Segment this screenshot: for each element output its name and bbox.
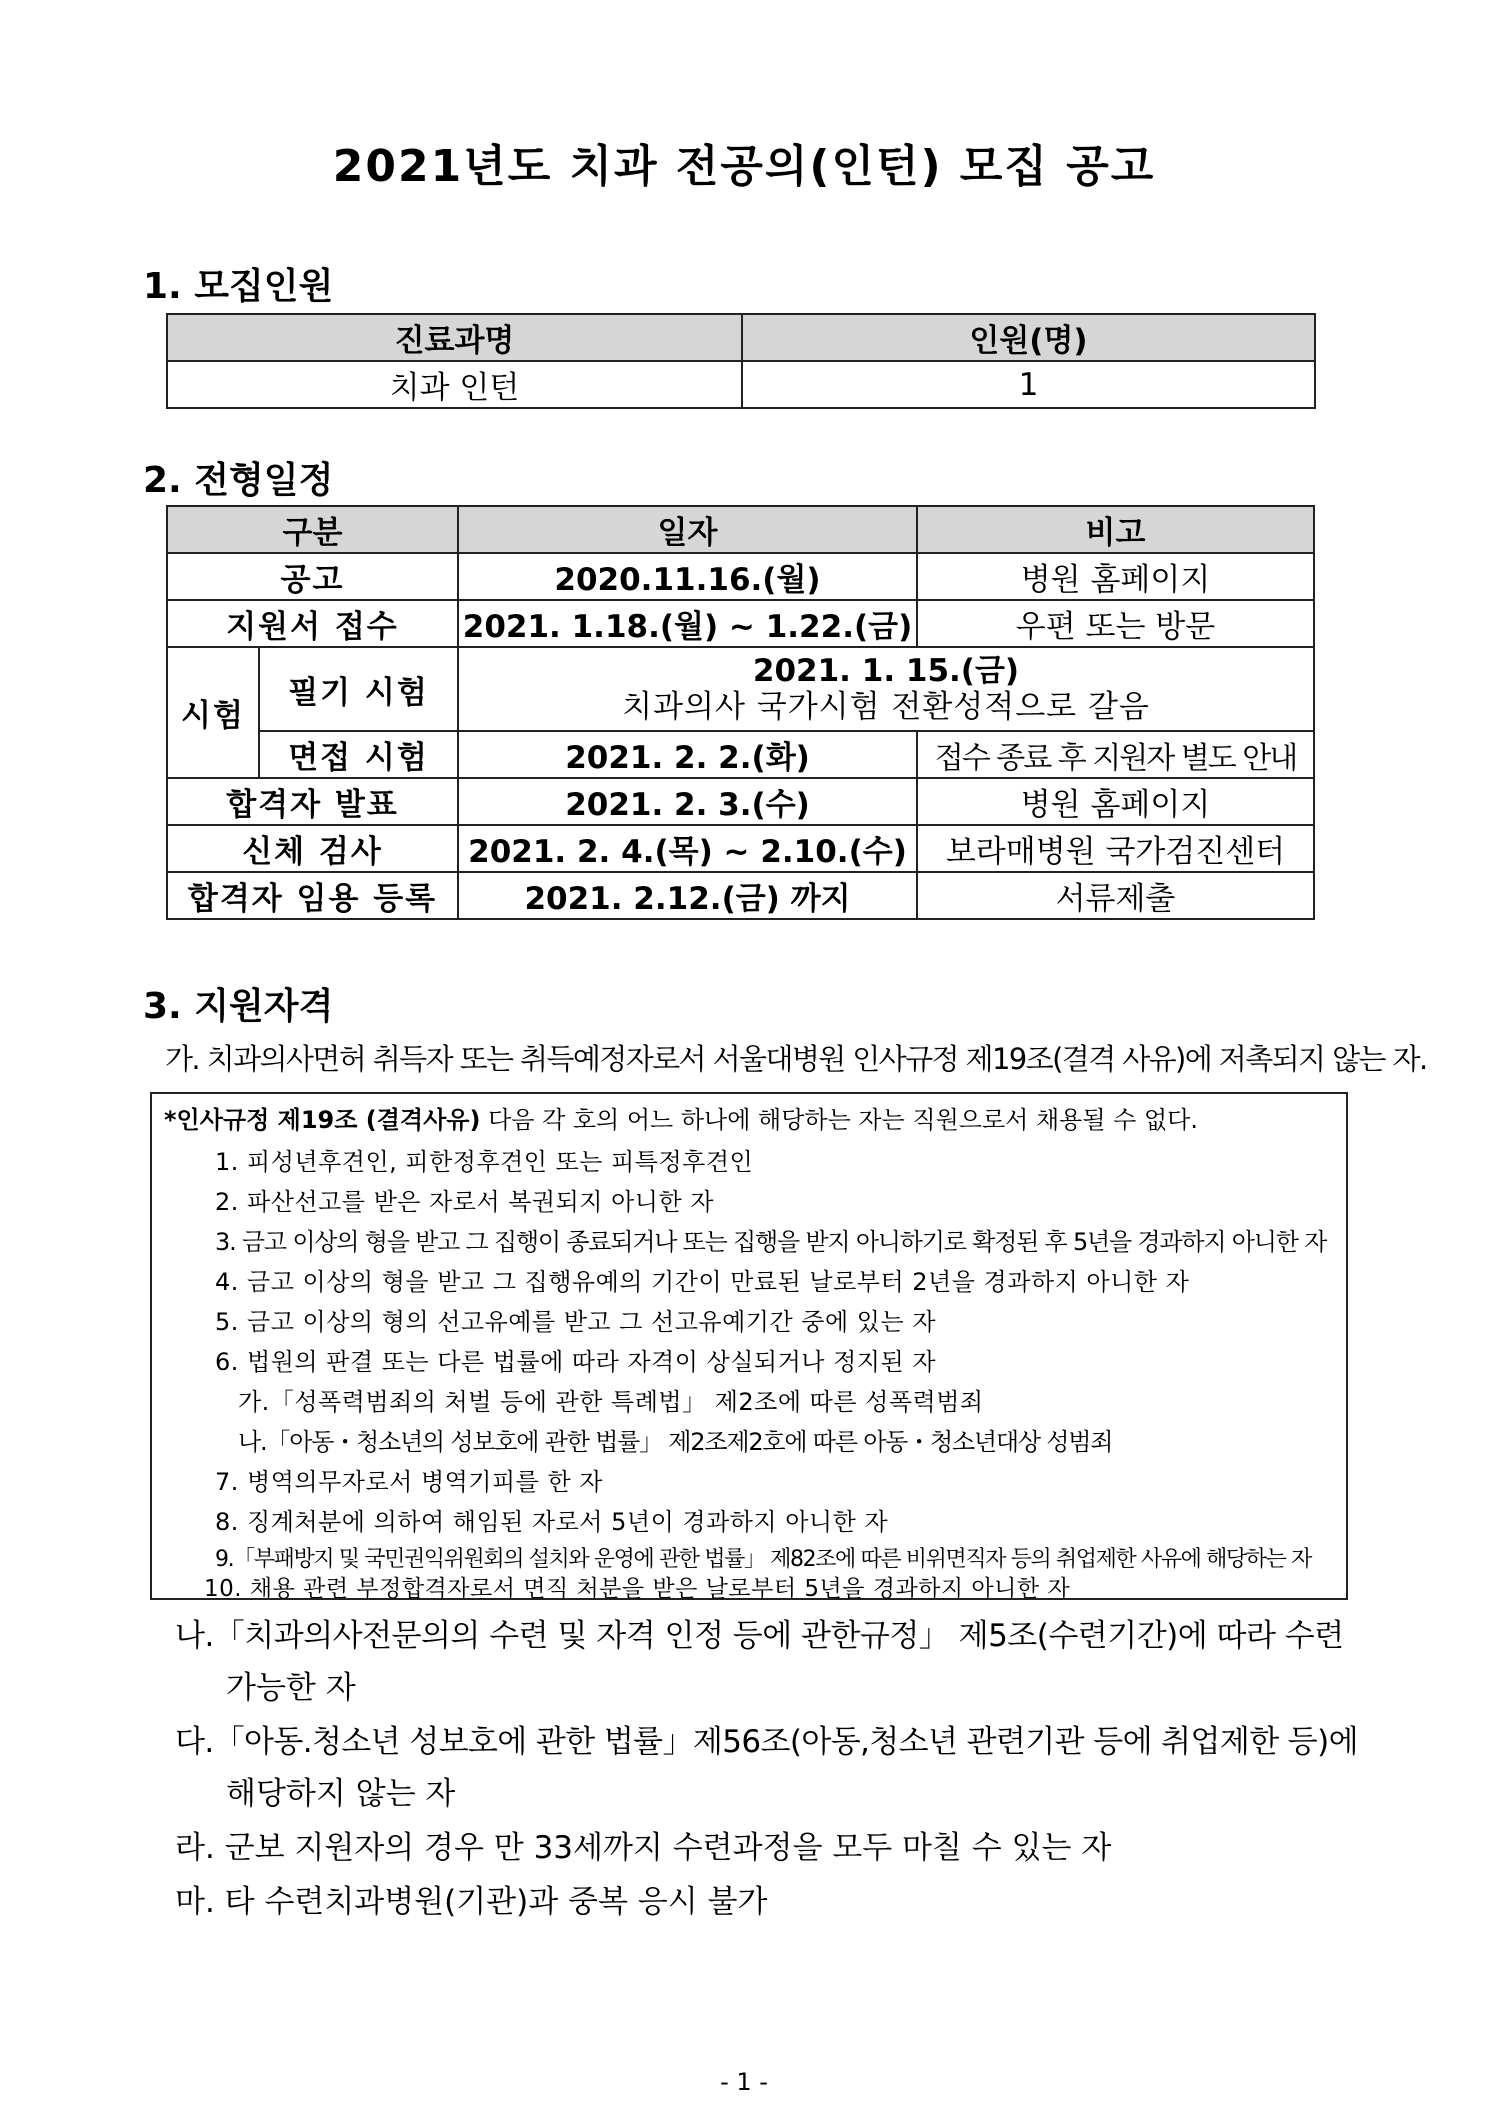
qualification-item-da: 다.「아동.청소년 성보호에 관한 법률」제56조(아동,청소년 관련기관 등에 취업제한 등)에 <box>175 1724 1358 1760</box>
table-header-row <box>167 314 1315 361</box>
qualification-item-ra: 라. 군보 지원자의 경우 만 33세까지 수련과정을 모두 마칠 수 있는 자 <box>175 1830 1112 1866</box>
section-heading-recruitment: 1. 모집인원 <box>143 266 334 307</box>
page-number: - 1 - <box>720 2068 768 2096</box>
table-header-row <box>167 506 1314 553</box>
column-header: 비고 <box>917 506 1314 553</box>
rule-item: 5. 금고 이상의 형의 선고유예를 받고 그 선고유예기간 중에 있는 자 <box>215 1308 936 1336</box>
rule-item: 1. 피성년후견인, 피한정후견인 또는 피특정후견인 <box>215 1148 754 1176</box>
date-cell: 2020.11.16.(월) <box>458 553 917 600</box>
table-row <box>167 361 1315 408</box>
row-label: 합격자 임용 등록 <box>167 872 458 919</box>
row-label: 신체 검사 <box>167 825 458 872</box>
rule-subitem: 가.「성폭력범죄의 처벌 등에 관한 특례법」 제2조에 따른 성폭력범죄 <box>238 1388 984 1416</box>
qualification-item-na: 나.「치과의사전문의의 수련 및 자격 인정 등에 관한규정」 제5조(수련기간)에 따라 수련 <box>175 1618 1344 1654</box>
note-text: 치과의사 국가시험 전환성적으로 갈음 <box>622 689 1150 725</box>
table-row <box>167 731 1314 778</box>
disqualification-rules-box <box>150 1092 1348 1600</box>
note-cell: 접수 종료 후 지원자 별도 안내 <box>917 731 1314 778</box>
row-label-exam: 시험 <box>167 647 259 778</box>
table-row <box>167 778 1314 825</box>
rule-item: 6. 법원의 판결 또는 다른 법률에 따라 자격이 상실되거나 정지된 자 <box>215 1348 936 1376</box>
qualification-item-ga: 가. 치과의사면허 취득자 또는 취득예정자로서 서울대병원 인사규정 제19조(결격 사유)에 저촉되지 않는 자. <box>165 1042 1427 1076</box>
column-header: 진료과명 <box>167 314 742 361</box>
rule-item: 9.「부패방지 및 국민권익위원회의 설치와 운영에 관한 법률」 제82조에 따른 비위면직자 등의 취업제한 사유에 해당하는 자 <box>215 1547 1311 1572</box>
table-row <box>167 600 1314 647</box>
qualification-item-na-cont: 가능한 자 <box>226 1670 356 1706</box>
row-label: 합격자 발표 <box>167 778 458 825</box>
schedule-table <box>166 505 1315 920</box>
column-header: 구분 <box>167 506 458 553</box>
rules-heading-text: 다음 각 호의 어느 하나에 해당하는 자는 직원으로서 채용될 수 없다. <box>480 1106 1198 1134</box>
date-cell: 2021. 2.12.(금) 까지 <box>458 872 917 919</box>
row-label: 지원서 접수 <box>167 600 458 647</box>
qualification-item-da-cont: 해당하지 않는 자 <box>226 1776 456 1812</box>
date-cell: 2021. 2. 2.(화) <box>458 731 917 778</box>
row-label: 면접 시험 <box>259 731 458 778</box>
qualification-item-ma: 마. 타 수련치과병원(기관)과 중복 응시 불가 <box>175 1884 768 1920</box>
row-label: 필기 시험 <box>259 647 458 731</box>
rule-item: 10. 채용 관련 부정합격자로서 면직 처분을 받은 날로부터 5년을 경과하지 아니한 자 <box>204 1576 1071 1602</box>
recruitment-table <box>166 313 1316 409</box>
row-label: 공고 <box>167 553 458 600</box>
page-title: 2021년도 치과 전공의(인턴) 모집 공고 <box>332 141 1156 192</box>
rule-item: 7. 병역의무자로서 병역기피를 한 자 <box>215 1468 603 1496</box>
table-row <box>167 553 1314 600</box>
column-header: 인원(명) <box>742 314 1315 361</box>
section-heading-schedule: 2. 전형일정 <box>143 460 334 501</box>
rule-item: 3. 금고 이상의 형을 받고 그 집행이 종료되거나 또는 집행을 받지 아니하기로 확정된 후 5년을 경과하지 아니한 자 <box>215 1228 1327 1256</box>
rules-heading-bold: *인사규정 제19조 (결격사유) <box>164 1106 481 1134</box>
section-heading-qualifications: 3. 지원자격 <box>143 986 334 1027</box>
note-cell: 병원 홈페이지 <box>917 778 1314 825</box>
date-cell: 2021. 2. 4.(목) ~ 2.10.(수) <box>458 825 917 872</box>
rule-subitem: 나.「아동・청소년의 성보호에 관한 법률」 제2조제2호에 따른 아동・청소년대상 성범죄 <box>238 1428 1113 1456</box>
rule-item: 8. 징계처분에 의하여 해임된 자로서 5년이 경과하지 아니한 자 <box>215 1508 889 1536</box>
note-cell: 우편 또는 방문 <box>917 600 1314 647</box>
rules-heading <box>164 1100 1198 1135</box>
table-cell: 치과 인턴 <box>167 361 742 408</box>
note-cell: 보라매병원 국가검진센터 <box>917 825 1314 872</box>
table-row <box>167 647 1314 731</box>
date-text: 2021. 1. 15.(금) <box>752 653 1020 689</box>
table-row <box>167 825 1314 872</box>
rule-item: 2. 파산선고를 받은 자로서 복권되지 아니한 자 <box>215 1188 714 1216</box>
column-header: 일자 <box>458 506 917 553</box>
table-row <box>167 872 1314 919</box>
note-cell: 서류제출 <box>917 872 1314 919</box>
date-cell: 2021. 1.18.(월) ~ 1.22.(금) <box>458 600 917 647</box>
rule-item: 4. 금고 이상의 형을 받고 그 집행유예의 기간이 만료된 날로부터 2년을 경과하지 아니한 자 <box>215 1268 1190 1296</box>
table-cell: 1 <box>742 361 1315 408</box>
note-cell: 병원 홈페이지 <box>917 553 1314 600</box>
date-cell: 2021. 2. 3.(수) <box>458 778 917 825</box>
written-exam-cell <box>458 647 1314 731</box>
